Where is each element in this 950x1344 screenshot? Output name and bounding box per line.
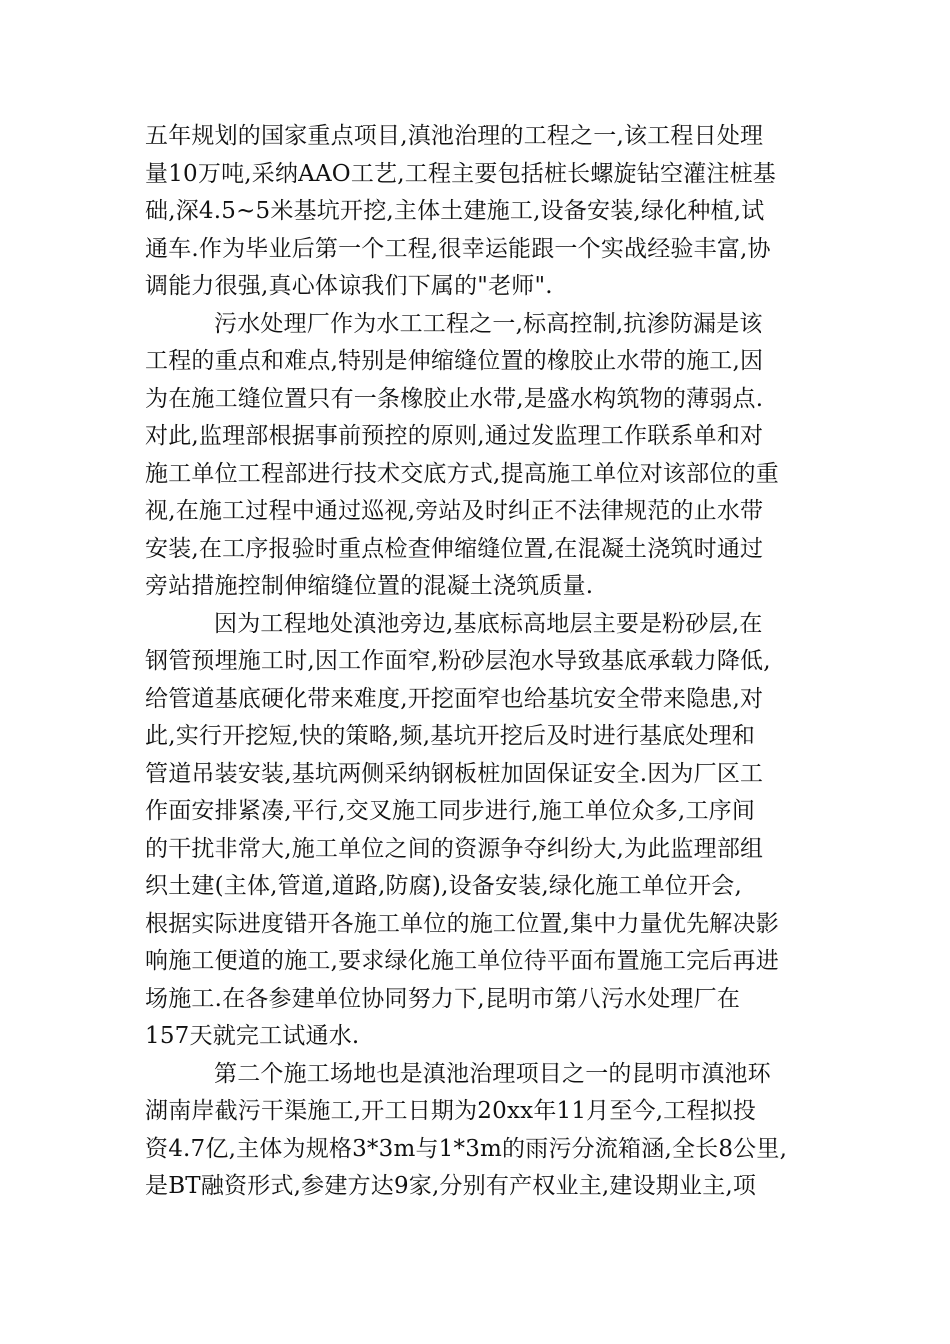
text-line: 的干扰非常大,施工单位之间的资源争夺纠纷大,为此监理部组 (145, 835, 764, 862)
text-line: 湖南岸截污干渠施工,开工日期为20xx年11月至今,工程拟投 (145, 1098, 757, 1124)
text-line: 础,深4.5~5米基坑开挖,主体土建施工,设备安装,绿化种植,试 (145, 198, 765, 224)
text-line: 157天就完工试通水. (145, 1023, 360, 1049)
text-line: 安装,在工序报验时重点检查伸缩缝位置,在混凝土浇筑时通过 (145, 535, 764, 562)
text-line: 旁站措施控制伸缩缝位置的混凝土浇筑质量. (145, 573, 594, 599)
text-line: 管道吊装安装,基坑两侧采纳钢板桩加固保证安全.因为厂区工 (145, 760, 764, 787)
text-line: 根据实际进度错开各施工单位的施工位置,集中力量优先解决影 (145, 910, 779, 937)
text-line: 五年规划的国家重点项目,滇池治理的工程之一,该工程日处理 (145, 123, 764, 149)
text-line: 通车.作为毕业后第一个工程,很幸运能跟一个实战经验丰富,协 (145, 235, 771, 262)
paragraph-start-line: 污水处理厂作为水工工程之一,标高控制,抗渗防漏是该 (214, 310, 763, 337)
text-line: 工程的重点和难点,特别是伸缩缝位置的橡胶止水带的施工,因 (145, 348, 764, 374)
paragraph-start-line: 因为工程地处滇池旁边,基底标高地层主要是粉砂层,在 (214, 610, 763, 637)
text-line: 视,在施工过程中通过巡视,旁站及时纠正不法律规范的止水带 (145, 498, 764, 524)
text-line: 调能力很强,真心体谅我们下属的"老师". (145, 273, 553, 299)
text-line: 作面安排紧凑,平行,交叉施工同步进行,施工单位众多,工序间 (145, 798, 756, 824)
document-body (145, 118, 805, 1206)
text-line: 给管道基底硬化带来难度,开挖面窄也给基坑安全带来隐患,对 (145, 685, 764, 712)
paragraph-start-line: 第二个施工场地也是滇池治理项目之一的昆明市滇池环 (214, 1060, 771, 1087)
text-line: 此,实行开挖短,快的策略,频,基坑开挖后及时进行基底处理和 (145, 723, 756, 749)
text-line: 施工单位工程部进行技术交底方式,提高施工单位对该部位的重 (145, 460, 779, 487)
text-line: 场施工.在各参建单位协同努力下,昆明市第八污水处理厂在 (145, 985, 741, 1012)
text-line: 织土建(主体,管道,道路,防腐),设备安装,绿化施工单位开会, (145, 873, 743, 899)
text-line: 为在施工缝位置只有一条橡胶止水带,是盛水构筑物的薄弱点. (145, 385, 764, 412)
text-line: 钢管预埋施工时,因工作面窄,粉砂层泡水导致基底承载力降低, (145, 648, 771, 674)
text-line: 对此,监理部根据事前预控的原则,通过发监理工作联系单和对 (145, 423, 764, 449)
text-line: 响施工便道的施工,要求绿化施工单位待平面布置施工完后再进 (145, 948, 779, 974)
text-line: 资4.7亿,主体为规格3*3m与1*3m的雨污分流箱涵,全长8公里, (145, 1135, 788, 1162)
text-line: 量10万吨,采纳AAO工艺,工程主要包括桩长螺旋钻空灌注桩基 (145, 160, 776, 187)
text-line: 是BT融资形式,参建方达9家,分别有产权业主,建设期业主,项 (145, 1173, 757, 1199)
